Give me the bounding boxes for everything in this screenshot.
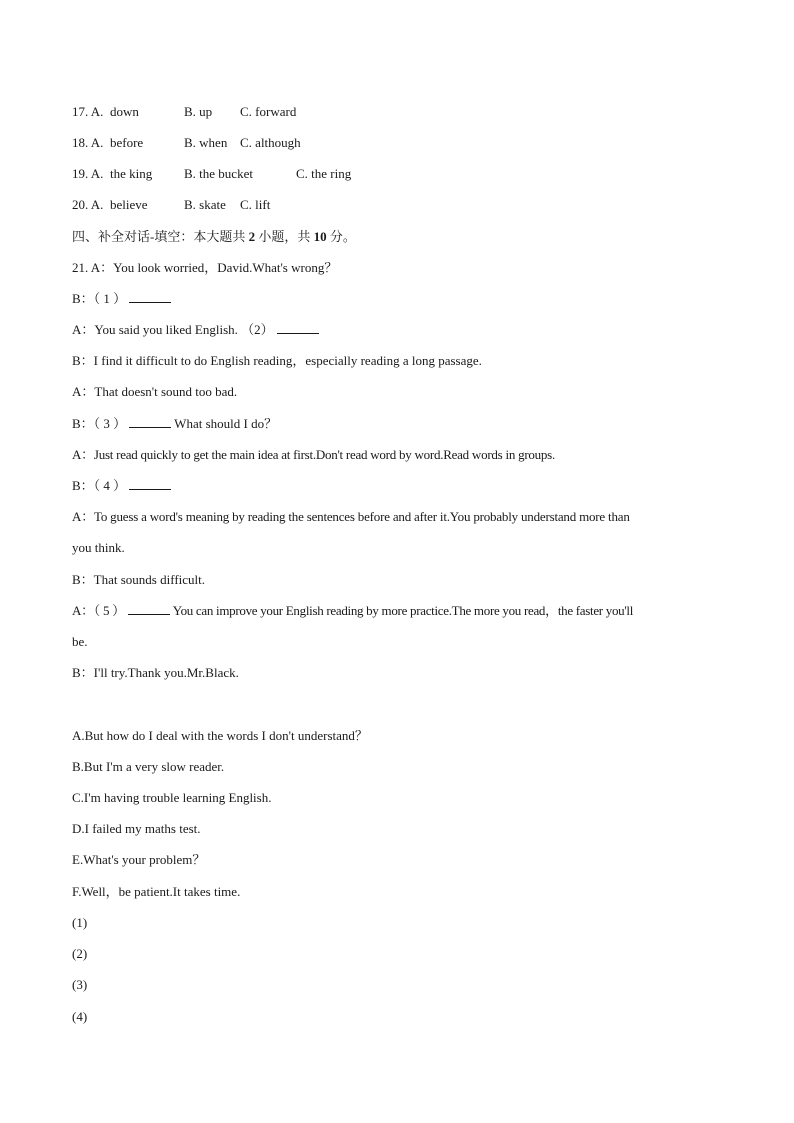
- dialogue-speaker: B：（ 4 ）: [72, 478, 127, 493]
- dialogue-line: you think.: [72, 540, 125, 555]
- dialogue-text: A：You said you liked English. （2）: [72, 322, 274, 337]
- answer-blank[interactable]: [277, 322, 319, 334]
- option-item: D.I failed my maths test.: [72, 821, 201, 836]
- section-heading-suffix: 分。: [329, 229, 356, 244]
- dialogue-line: [72, 478, 174, 494]
- option-a: before: [110, 135, 144, 150]
- question-number: 19. A.: [72, 166, 104, 181]
- option-b: B. skate: [184, 197, 226, 212]
- question-number: 18. A.: [72, 135, 104, 150]
- answer-slot: (2): [72, 946, 88, 961]
- dialogue-line: [72, 291, 174, 307]
- dialogue-line: [72, 322, 322, 338]
- dialogue-line: A：To guess a word's meaning by reading the sentences before and after it.You probably understand more than: [72, 509, 630, 524]
- dialogue-line: B：I'll try.Thank you.Mr.Black.: [72, 665, 239, 680]
- option-b: B. when: [184, 135, 228, 150]
- dialogue-line: be.: [72, 634, 88, 649]
- dialogue-text: You can improve your English reading by more practice.The more you read，the faster you'll: [172, 603, 634, 618]
- section-score: 10: [313, 229, 327, 244]
- option-item: E.What's your problem？: [72, 852, 206, 867]
- answer-blank[interactable]: [128, 603, 170, 615]
- answer-slot: (1): [72, 915, 88, 930]
- answer-blank[interactable]: [129, 416, 171, 428]
- question-number: 17. A.: [72, 104, 104, 119]
- option-a: believe: [110, 197, 148, 212]
- dialogue-line: [72, 416, 277, 432]
- dialogue-line: A：That doesn't sound too bad.: [72, 384, 238, 399]
- option-item: F.Well，be patient.It takes time.: [72, 884, 241, 899]
- answer-slot: (3): [72, 977, 88, 992]
- dialogue-speaker: A：（ 5 ）: [72, 603, 125, 618]
- option-item: A.But how do I deal with the words I don't understand？: [72, 728, 368, 743]
- dialogue-speaker: B：（ 3 ）: [72, 416, 127, 431]
- question-number: 20. A.: [72, 197, 104, 212]
- dialogue-line: B：I find it difficult to do English reading，especially reading a long passage.: [72, 353, 482, 368]
- dialogue-speaker: B：（ 1 ）: [72, 291, 127, 306]
- dialogue-line: A：Just read quickly to get the main idea at first.Don't read word by word.Read words in groups.: [72, 447, 555, 462]
- option-c: C. forward: [240, 104, 297, 119]
- dialogue-text: What should I do？: [174, 416, 278, 431]
- option-b: B. up: [184, 104, 213, 119]
- option-c: C. lift: [240, 197, 271, 212]
- option-b: B. the bucket: [184, 166, 253, 181]
- answer-slot: (4): [72, 1009, 88, 1024]
- option-c: C. although: [240, 135, 301, 150]
- dialogue-line: B：That sounds difficult.: [72, 572, 206, 587]
- answer-blank[interactable]: [129, 291, 171, 303]
- answer-blank[interactable]: [129, 478, 171, 490]
- option-item: B.But I'm a very slow reader.: [72, 759, 225, 774]
- option-c: C. the ring: [296, 166, 352, 181]
- section-question-count: 2: [248, 229, 256, 244]
- section-heading: [72, 229, 356, 245]
- option-item: C.I'm having trouble learning English.: [72, 790, 272, 805]
- section-heading-mid: 小题，共: [258, 229, 311, 244]
- option-a: the king: [110, 166, 153, 181]
- section-heading-prefix: 四、补全对话-填空：本大题共: [72, 229, 246, 244]
- option-a: down: [110, 104, 139, 119]
- dialogue-line: [72, 603, 633, 619]
- dialogue-line: 21. A：You look worried，David.What's wrong？: [72, 260, 338, 275]
